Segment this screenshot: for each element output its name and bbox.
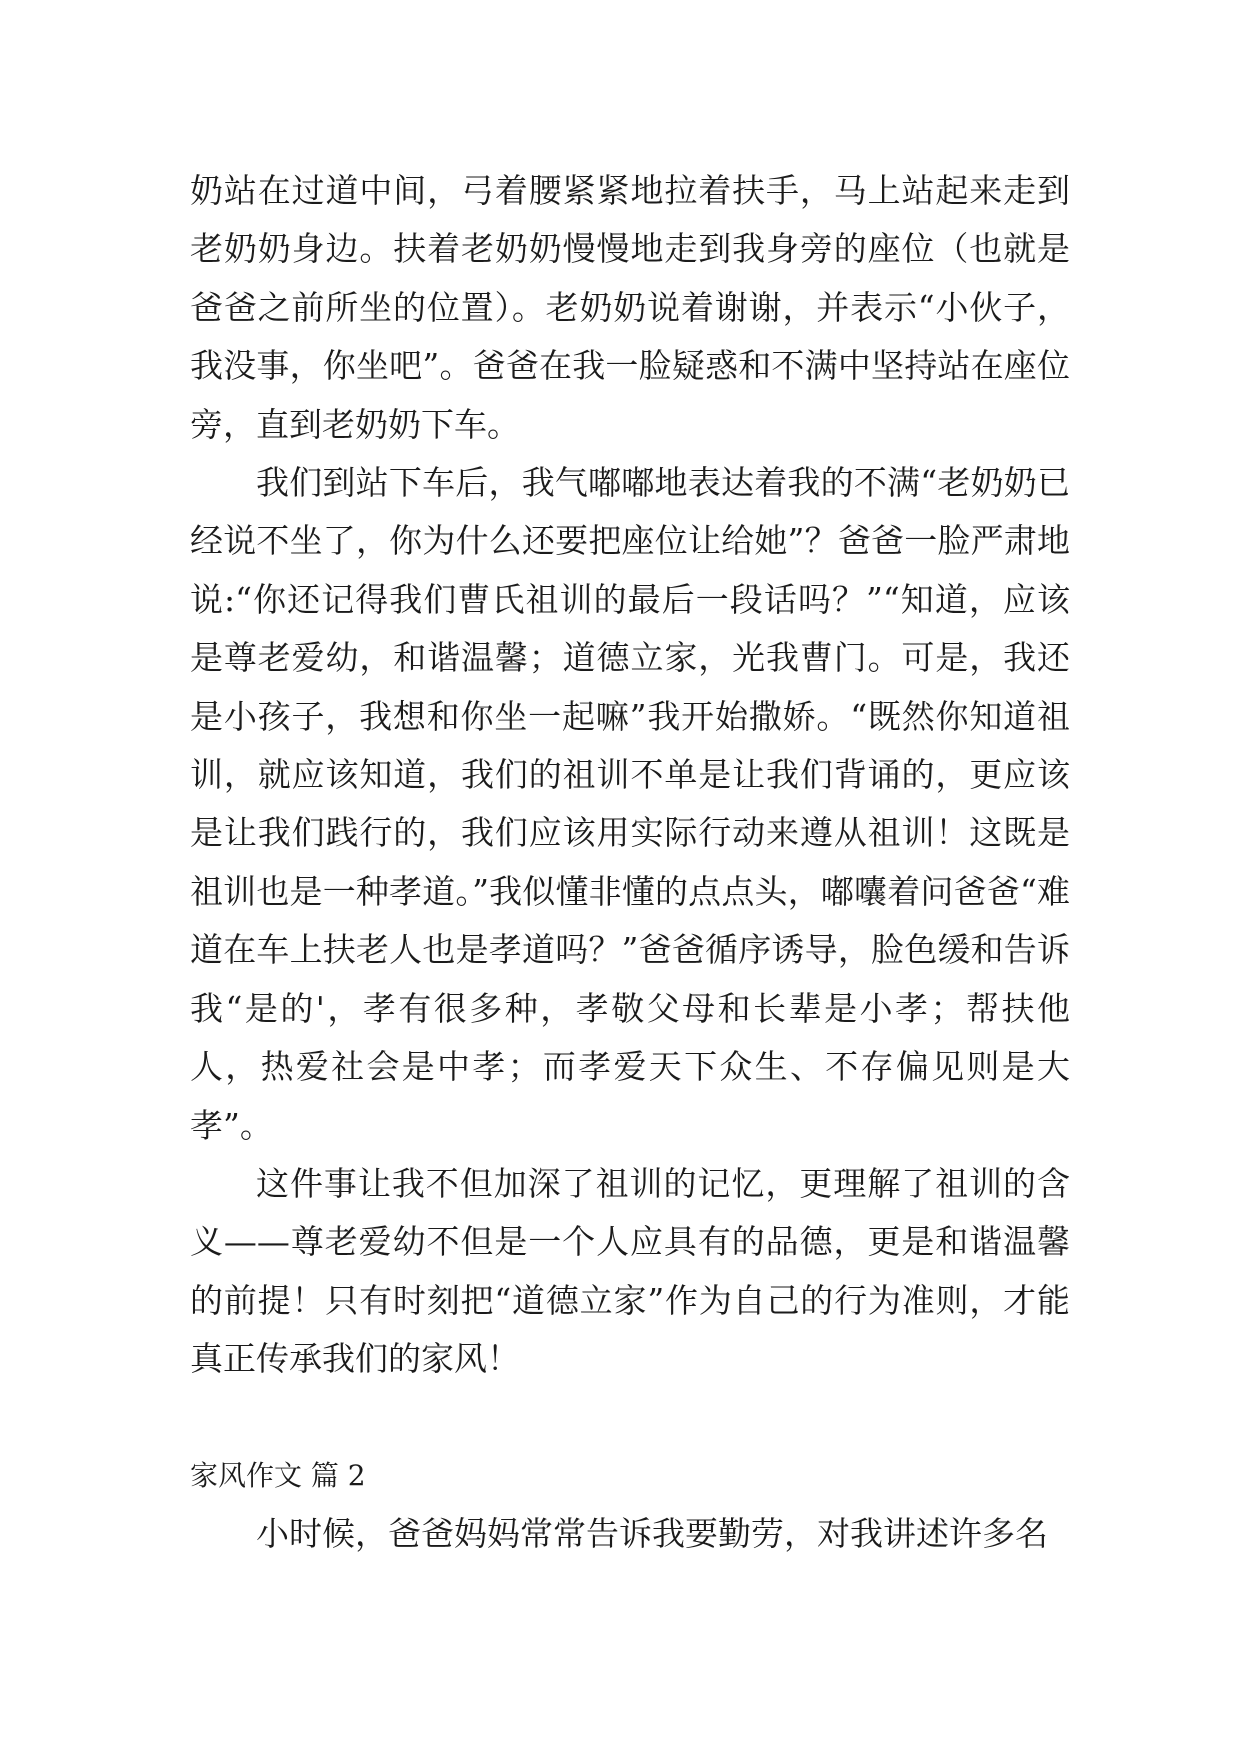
document-body — [190, 162, 1070, 1563]
paragraph-continuation: 奶站在过道中间，弓着腰紧紧地拉着扶手，马上站起来走到老奶奶身边。扶着老奶奶慢慢地走到我身旁的座位（也就是爸爸之前所坐的位置）。老奶奶说着谢谢，并表示“小伙子，我没事，你坐吧”。爸爸在我一脸疑惑和不满中坚持站在座位旁，直到老奶奶下车。 — [190, 171, 1070, 444]
section-heading: 家风作文 篇 2 — [190, 1458, 366, 1492]
paragraph-section2-start: 小时候，爸爸妈妈常常告诉我要勤劳，对我讲述许多名 — [256, 1513, 1048, 1553]
paragraph-conclusion: 这件事让我不但加深了祖训的记忆，更理解了祖训的含义——尊老爱幼不但是一个人应具有的品德，更是和谐温馨的前提！只有时刻把“道德立家”作为自己的行为准则，才能真正传承我们的家风！ — [190, 1163, 1070, 1379]
paragraph-dialogue: 我们到站下车后，我气嘟嘟地表达着我的不满“老奶奶已经说不坐了，你为什么还要把座位让给她”？爸爸一脸严肃地说:“你还记得我们曹氏祖训的最后一段话吗？”“知道，应该是尊老爱幼，和谐温馨；道德立家，光我曹门。可是，我还是小孩子，我想和你坐一起嘛”我开始撒娇。“既然你知道祖训，就应该知道，我们的祖训不单是让我们背诵的，更应该是让我们践行的，我们应该用实际行动来遵从祖训！这既是祖训也是一种孝道。”我似懂非懂的点点头，嘟囔着问爸爸“难道在车上扶老人也是孝道吗？”爸爸循序诱导，脸色缓和告诉我“是的'，孝有很多种，孝敬父母和长辈是小孝；帮扶他人，热爱社会是中孝；而孝爱天下众生、不存偏见则是大孝”。 — [190, 463, 1070, 1145]
